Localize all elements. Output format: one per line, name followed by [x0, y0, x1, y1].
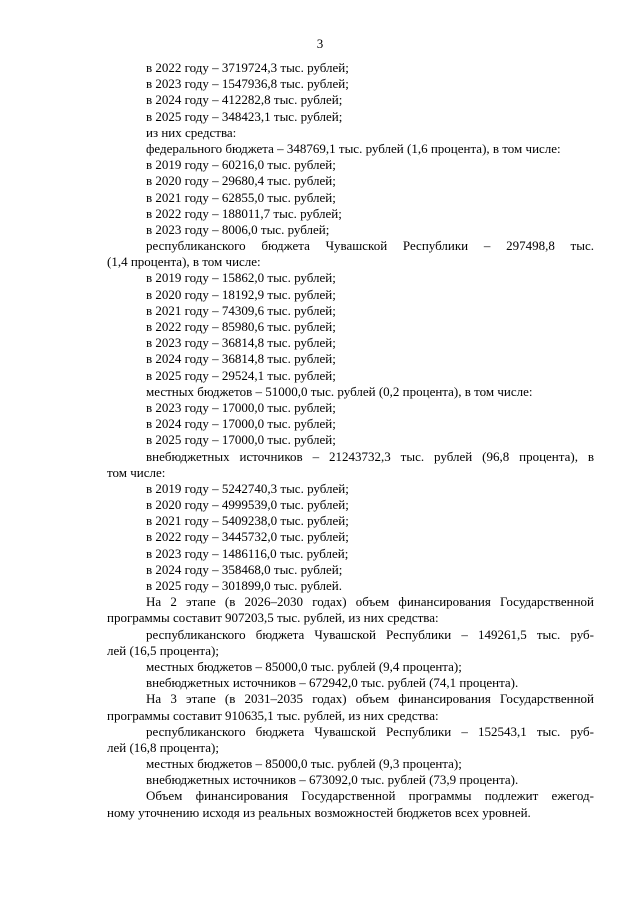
text-line: в 2025 году – 29524,1 тыс. рублей; [146, 367, 336, 383]
text-line: в 2023 году – 1547936,8 тыс. рублей; [146, 76, 349, 92]
text-line: из них средства: [146, 124, 237, 140]
text-line: программы составит 907203,5 тыс. рублей, из них средства: [107, 610, 439, 626]
text-line: внебюджетных источников – 21243732,3 тыс. рублей (96,8 процента), в [146, 448, 594, 464]
text-line: в 2024 году – 17000,0 тыс. рублей; [146, 416, 336, 432]
text-line: в 2023 году – 8006,0 тыс. рублей; [146, 221, 330, 237]
text-line: в 2024 году – 412282,8 тыс. рублей; [146, 92, 343, 108]
text-line: в 2022 году – 188011,7 тыс. рублей; [146, 205, 342, 221]
text-line: в 2020 году – 29680,4 тыс. рублей; [146, 173, 336, 189]
text-line: в 2021 году – 62855,0 тыс. рублей; [146, 189, 336, 205]
text-line: ному уточнению исходя из реальных возможностей бюджетов всех уровней. [107, 804, 531, 820]
text-line: в 2022 году – 3445732,0 тыс. рублей; [146, 529, 349, 545]
page-number: 3 [316, 36, 324, 51]
text-line: На 2 этапе (в 2026–2030 годах) объем финансирования Государственной [146, 594, 594, 610]
text-line: в 2020 году – 18192,9 тыс. рублей; [146, 286, 336, 302]
text-line: в 2025 году – 17000,0 тыс. рублей; [146, 432, 336, 448]
text-line: в 2024 году – 358468,0 тыс. рублей; [146, 561, 343, 577]
text-line: в 2024 году – 36814,8 тыс. рублей; [146, 351, 336, 367]
text-line: Объем финансирования Государственной программы подлежит ежегод- [146, 788, 594, 804]
text-line: в 2021 году – 74309,6 тыс. рублей; [146, 302, 336, 318]
text-line: На 3 этапе (в 2031–2035 годах) объем финансирования Государственной [146, 691, 594, 707]
text-line: республиканского бюджета Чувашской Республики – 152543,1 тыс. руб- [146, 723, 594, 739]
text-line: в 2021 году – 5409238,0 тыс. рублей; [146, 513, 349, 529]
text-line: в 2019 году – 5242740,3 тыс. рублей; [146, 480, 349, 496]
text-line: в 2019 году – 60216,0 тыс. рублей; [146, 157, 336, 173]
text-line: в 2020 году – 4999539,0 тыс. рублей; [146, 497, 349, 513]
text-line: республиканского бюджета Чувашской Республики – 297498,8 тыс. [146, 238, 594, 254]
text-line: том числе: [107, 464, 166, 480]
text-line: внебюджетных источников – 672942,0 тыс. рублей (74,1 процента). [146, 675, 519, 691]
text-line: в 2019 году – 15862,0 тыс. рублей; [146, 270, 336, 286]
text-line: лей (16,8 процента); [107, 739, 219, 755]
text-line: местных бюджетов – 51000,0 тыс. рублей (0,2 процента), в том числе: [146, 383, 533, 399]
text-line: (1,4 процента), в том числе: [107, 254, 261, 270]
text-line: республиканского бюджета Чувашской Республики – 149261,5 тыс. руб- [146, 626, 594, 642]
text-line: местных бюджетов – 85000,0 тыс. рублей (9,3 процента); [146, 756, 462, 772]
text-line: лей (16,5 процента); [107, 642, 219, 658]
text-line: в 2022 году – 3719724,3 тыс. рублей; [146, 60, 349, 75]
text-line: внебюджетных источников – 673092,0 тыс. рублей (73,9 процента). [146, 772, 519, 788]
text-line: программы составит 910635,1 тыс. рублей, из них средства: [107, 707, 439, 723]
text-line: в 2022 году – 85980,6 тыс. рублей; [146, 319, 336, 334]
text-line: в 2023 году – 36814,8 тыс. рублей; [146, 335, 336, 351]
text-line: в 2023 году – 1486116,0 тыс. рублей; [146, 545, 349, 561]
text-line: федерального бюджета – 348769,1 тыс. рублей (1,6 процента), в том числе: [146, 140, 561, 156]
text-line: в 2025 году – 301899,0 тыс. рублей. [146, 578, 342, 593]
text-line: местных бюджетов – 85000,0 тыс. рублей (9,4 процента); [146, 658, 462, 674]
text-line: в 2025 году – 348423,1 тыс. рублей; [146, 108, 343, 124]
document-body [107, 60, 594, 821]
text-line: в 2023 году – 17000,0 тыс. рублей; [146, 399, 336, 415]
